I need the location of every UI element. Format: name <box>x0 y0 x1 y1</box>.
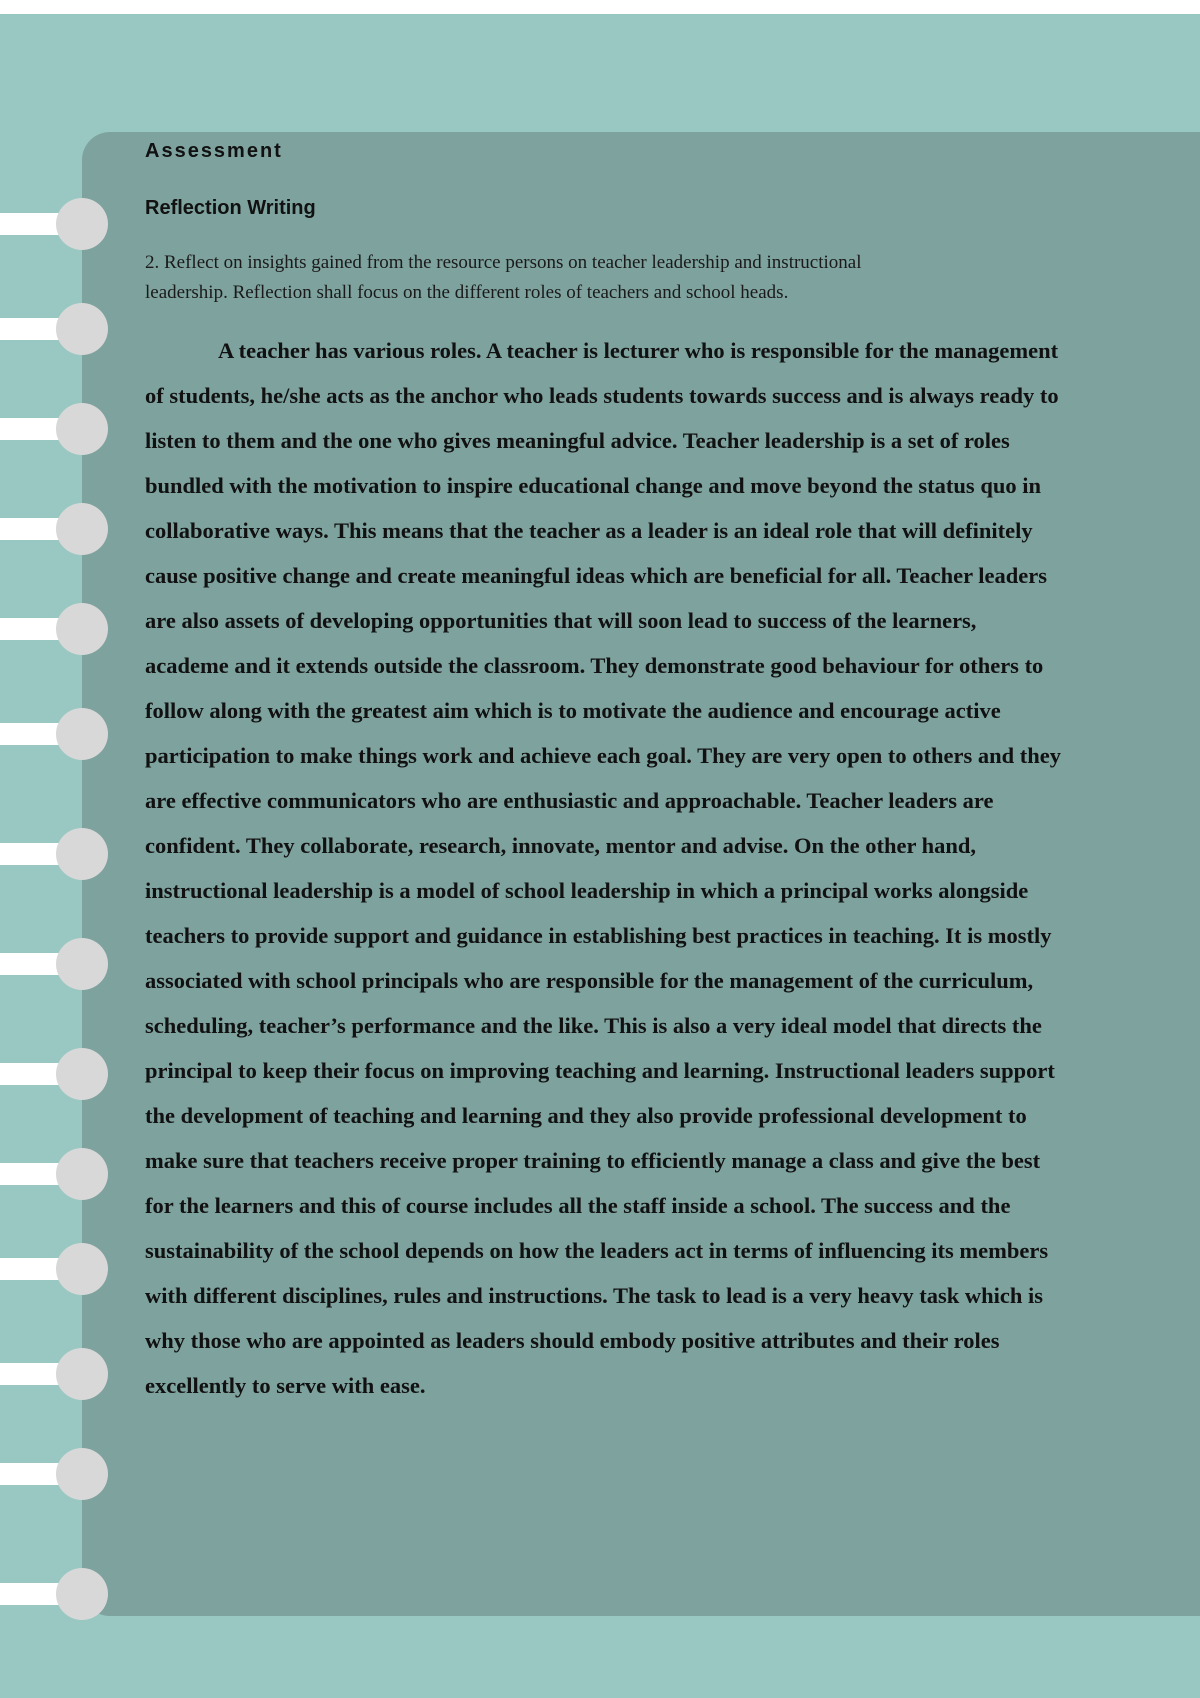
binder-ring <box>56 403 108 455</box>
binder-ring <box>56 503 108 555</box>
subtitle: Reflection Writing <box>145 197 316 219</box>
binder-ring <box>56 198 108 250</box>
binder-ring <box>56 938 108 990</box>
binder-ring <box>56 708 108 760</box>
binder-ring <box>56 1568 108 1620</box>
section-title: Assessment <box>145 140 283 162</box>
prompt-text: 2. Reflect on insights gained from the resource persons on teacher leadership and instructional leadership. Reflection shall focus on the different roles of teachers and school heads. <box>145 252 862 303</box>
document-content <box>145 140 1065 1408</box>
binder-ring <box>56 828 108 880</box>
binder-ring <box>56 1243 108 1295</box>
essay-body: A teacher has various roles. A teacher is lecturer who is responsible for the management of students, he/she acts as the anchor who leads students towards success and is always ready to listen to them and the one who gives meaningful advice. Teacher leadership is a set of roles bundled with the motivation to inspire educational change and move beyond the status quo in collaborative ways. This means that the teacher as a leader is an ideal role that will definitely cause positive change and create meaningful ideas which are beneficial for all. Teacher leaders are also assets of developing opportunities that will soon lead to success of the learners, academe and it extends outside the classroom. They demonstrate good behaviour for others to follow along with the greatest aim which is to motivate the audience and encourage active participation to make things work and achieve each goal. They are very open to others and they are effective communicators who are enthusiastic and approachable. Teacher leaders are confident. They collaborate, research, innovate, mentor and advise. On the other hand, instructional leadership is a model of school leadership in which a principal works alongside teachers to provide support and guidance in establishing best practices in teaching. It is mostly associated with school principals who are responsible for the management of the curriculum, scheduling, teacher’s performance and the like. This is also a very ideal model that directs the principal to keep their focus on improving teaching and learning. Instructional leaders support the development of teaching and learning and they also provide professional development to make sure that teachers receive proper training to efficiently manage a class and give the best for the learners and this of course includes all the staff inside a school. The success and the sustainability of the school depends on how the leaders act in terms of influencing its members with different disciplines, rules and instructions. The task to lead is a very heavy task which is why those who are appointed as leaders should embody positive attributes and their roles excellently to serve with ease. <box>145 338 1062 1398</box>
binder-ring <box>56 1448 108 1500</box>
binder-ring <box>56 1348 108 1400</box>
binder-ring <box>56 1048 108 1100</box>
binder-ring <box>56 303 108 355</box>
binder-ring <box>56 1148 108 1200</box>
binder-ring <box>56 603 108 655</box>
